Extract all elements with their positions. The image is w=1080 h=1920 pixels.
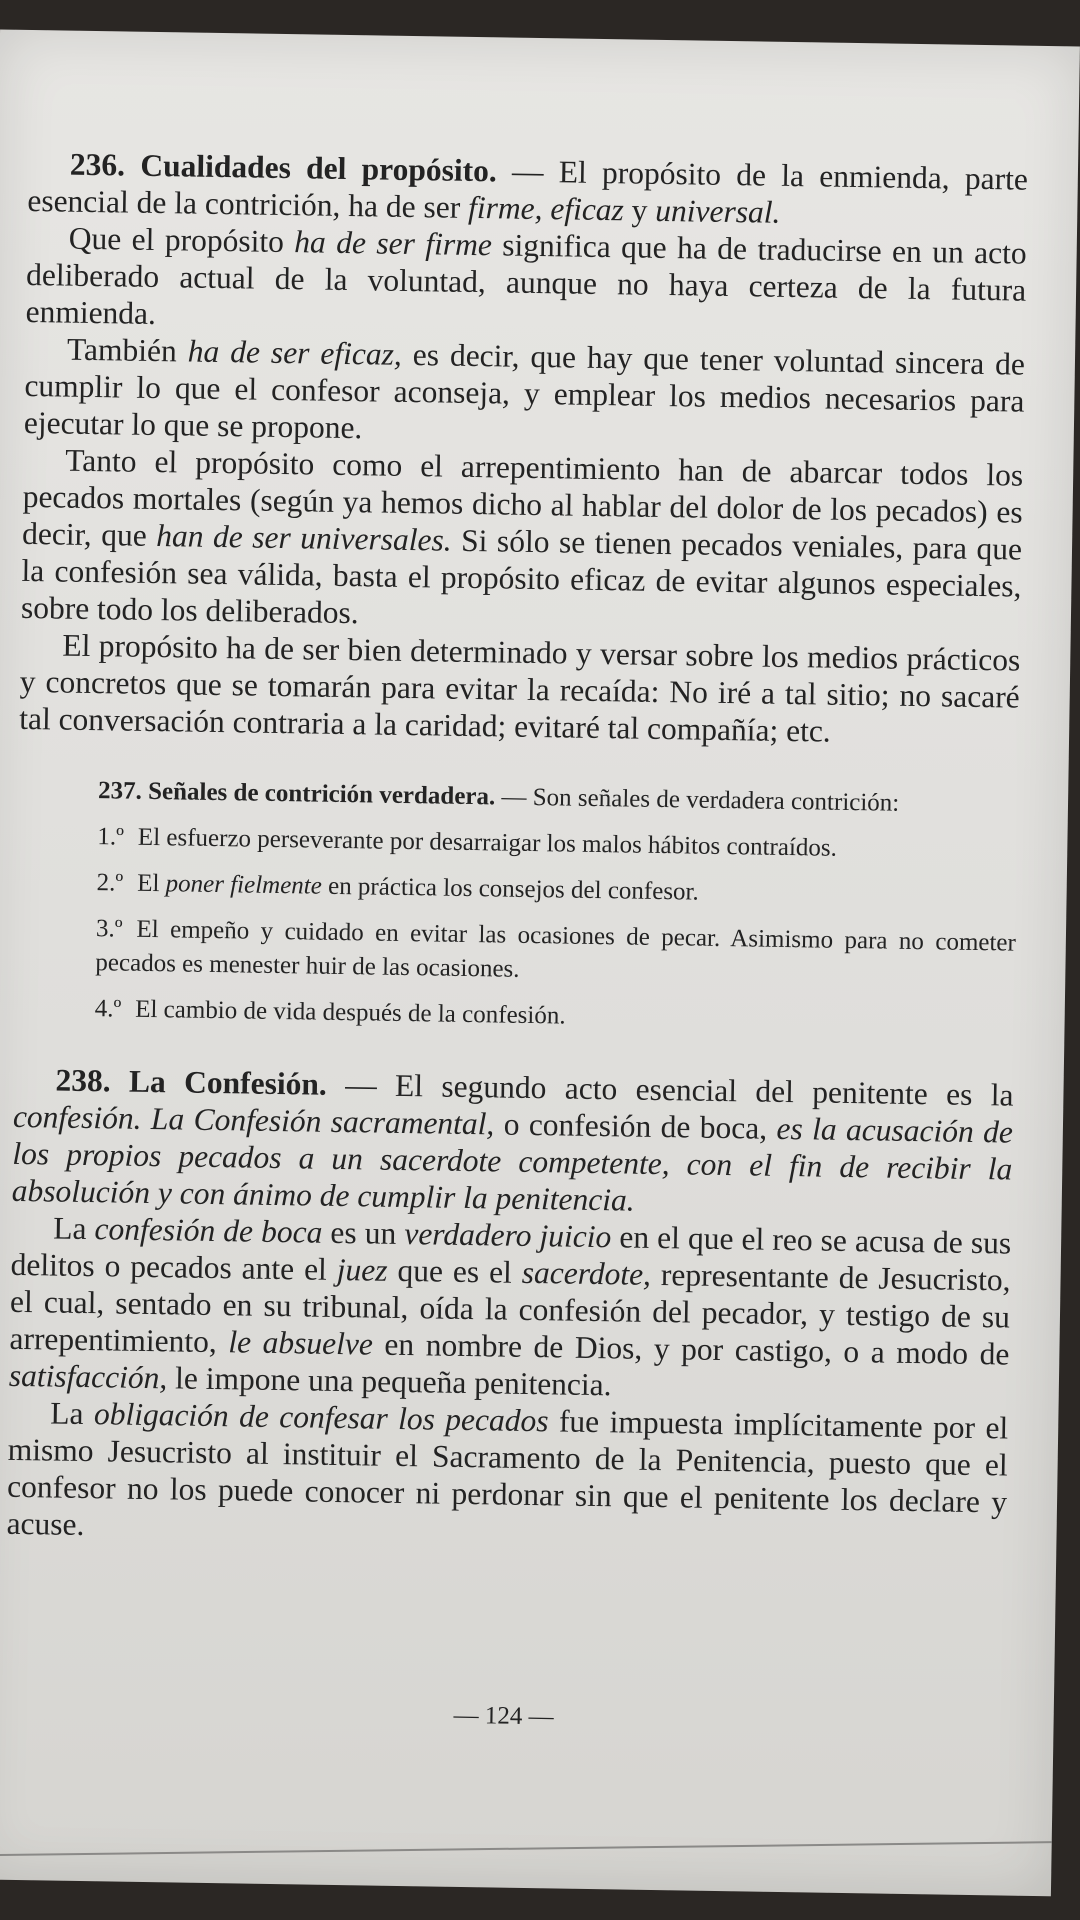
- section-number: 237.: [97, 777, 143, 805]
- section-number: 236.: [69, 146, 126, 183]
- paragraph: El propósito ha de ser bien determinado y versar sobre los medios prácticos y concretos que se tomarán para evitar la recaída: No iré a tal sitio; no sacaré tal conversación contraria a la caridad; evitaré tal compañía; etc.: [18, 627, 1021, 749]
- text: en práctica los consejos del confesor.: [321, 872, 699, 906]
- list-marker: 2.º: [96, 869, 124, 897]
- italic-text: juez: [336, 1251, 388, 1288]
- text: es decir, que hay que tener voluntad sincera de cumplir lo que el confesor aconseja, y emplear los medios necesarios para ejecutar lo que se propone.: [23, 336, 1026, 446]
- section-number: 238.: [55, 1062, 111, 1099]
- text: es un: [322, 1214, 405, 1252]
- text: representante de Jesucristo, el cual, sentado en su tribunal, oída la confesión del pecador, y testigo de su arrepentimiento,: [9, 1256, 1011, 1360]
- list-marker: 4.º: [94, 995, 122, 1023]
- list-marker: 1.º: [97, 823, 125, 851]
- italic-text: obligación de confesar los pecados: [93, 1396, 549, 1439]
- text: El: [136, 869, 166, 898]
- page-number: — 124 —: [453, 1701, 554, 1731]
- italic-text: universal.: [655, 192, 781, 230]
- section-title: Señales de contrición verdadera.: [147, 777, 496, 811]
- section-title: Cualidades del propósito.: [140, 147, 498, 189]
- text: en el que el reo se acusa de sus delitos o pecados ante el: [10, 1219, 1012, 1287]
- text: o confesión de boca,: [494, 1106, 777, 1146]
- text: y: [623, 192, 656, 228]
- italic-text: ha de ser firme: [294, 224, 493, 263]
- paragraph: [12, 1061, 1014, 1225]
- section-236: [19, 145, 1028, 753]
- italic-text: verdadero juicio: [404, 1216, 612, 1255]
- list-item: [94, 992, 1014, 1040]
- text: le impone una pequeña penitencia.: [167, 1360, 612, 1403]
- text: El esfuerzo perseverante por desarraigar los malos hábitos contraídos.: [137, 823, 838, 862]
- italic-text: satisfacción,: [8, 1357, 168, 1396]
- text: El empeño y cuidado en evitar las ocasiones de pecar. Asimismo para no cometer pecados es menester huir de las ocasiones.: [95, 915, 1017, 983]
- italic-text: es la acusación de los propios pecados a un sacerdote competente, con el fin de recibir la absolución y con ánimo de cumplir la penitencia.: [11, 1110, 1014, 1218]
- text: — Son señales de verdadera contrición:: [495, 783, 900, 817]
- italic-text: poner fielmente: [165, 870, 323, 900]
- list-marker: 3.º: [95, 915, 123, 943]
- paragraph: [24, 330, 1026, 457]
- text: — El segundo acto esencial del penitente es la: [326, 1066, 1014, 1113]
- text: — El propósito de la enmienda, parte esencial de la contrición, ha de ser: [27, 153, 1029, 225]
- book-page: [0, 30, 1080, 1897]
- paragraph: [21, 441, 1024, 642]
- paragraph: [98, 774, 1018, 822]
- italic-text: han de ser universales.: [155, 518, 452, 558]
- text: También: [66, 331, 189, 369]
- italic-text: confesión. La Confesión sacramental,: [12, 1098, 495, 1142]
- text: fue impuesta implícitamente por el mismo Jesucristo al instituir el Sacramento de la Penitencia, puesto que el confesor no los puede conocer ni perdonar sin que el penitente los declare y acuse.: [6, 1403, 1009, 1543]
- page-content: [6, 145, 1029, 1731]
- paragraph: [9, 1209, 1012, 1410]
- italic-text: sacerdote,: [521, 1254, 652, 1292]
- list-item: [97, 820, 1017, 868]
- list-item: [96, 866, 1016, 914]
- text: Que el propósito: [68, 220, 295, 260]
- italic-text: ha de ser eficaz,: [187, 333, 403, 372]
- paragraph: [6, 1394, 1008, 1558]
- italic-text: le absuelve: [228, 1324, 374, 1362]
- text: Si sólo se tienen pecados veniales, para que la confesión sea válida, basta el propósito eficaz de evitar algunos especiales, sobre todo los deliberados.: [20, 522, 1023, 631]
- paragraph: [25, 219, 1027, 346]
- page-edge: [0, 1841, 1052, 1856]
- text: Tanto el propósito como el arrepentimiento han de abarcar todos los pecados mortales (según ya hemos dicho al hablar del dolor de los pecados) es decir, que: [21, 442, 1024, 554]
- section-title: La Confesión.: [128, 1063, 328, 1102]
- section-238: [6, 1061, 1013, 1558]
- italic-text: confesión de boca: [94, 1211, 323, 1250]
- text: La: [50, 1395, 95, 1432]
- text: significa que ha de traducirse en un acto deliberado actual de la voluntad, aunque no haya certeza de la futura enmienda.: [25, 227, 1027, 331]
- italic-text: firme, eficaz: [467, 189, 625, 228]
- list-item: [95, 912, 1016, 994]
- text: La: [52, 1210, 95, 1247]
- text: El cambio de vida después de la confesión.: [134, 995, 566, 1030]
- section-237: [94, 774, 1018, 1040]
- text: que es el: [387, 1252, 523, 1290]
- text: en nombre de Dios, y por castigo, o a modo de: [372, 1326, 1010, 1372]
